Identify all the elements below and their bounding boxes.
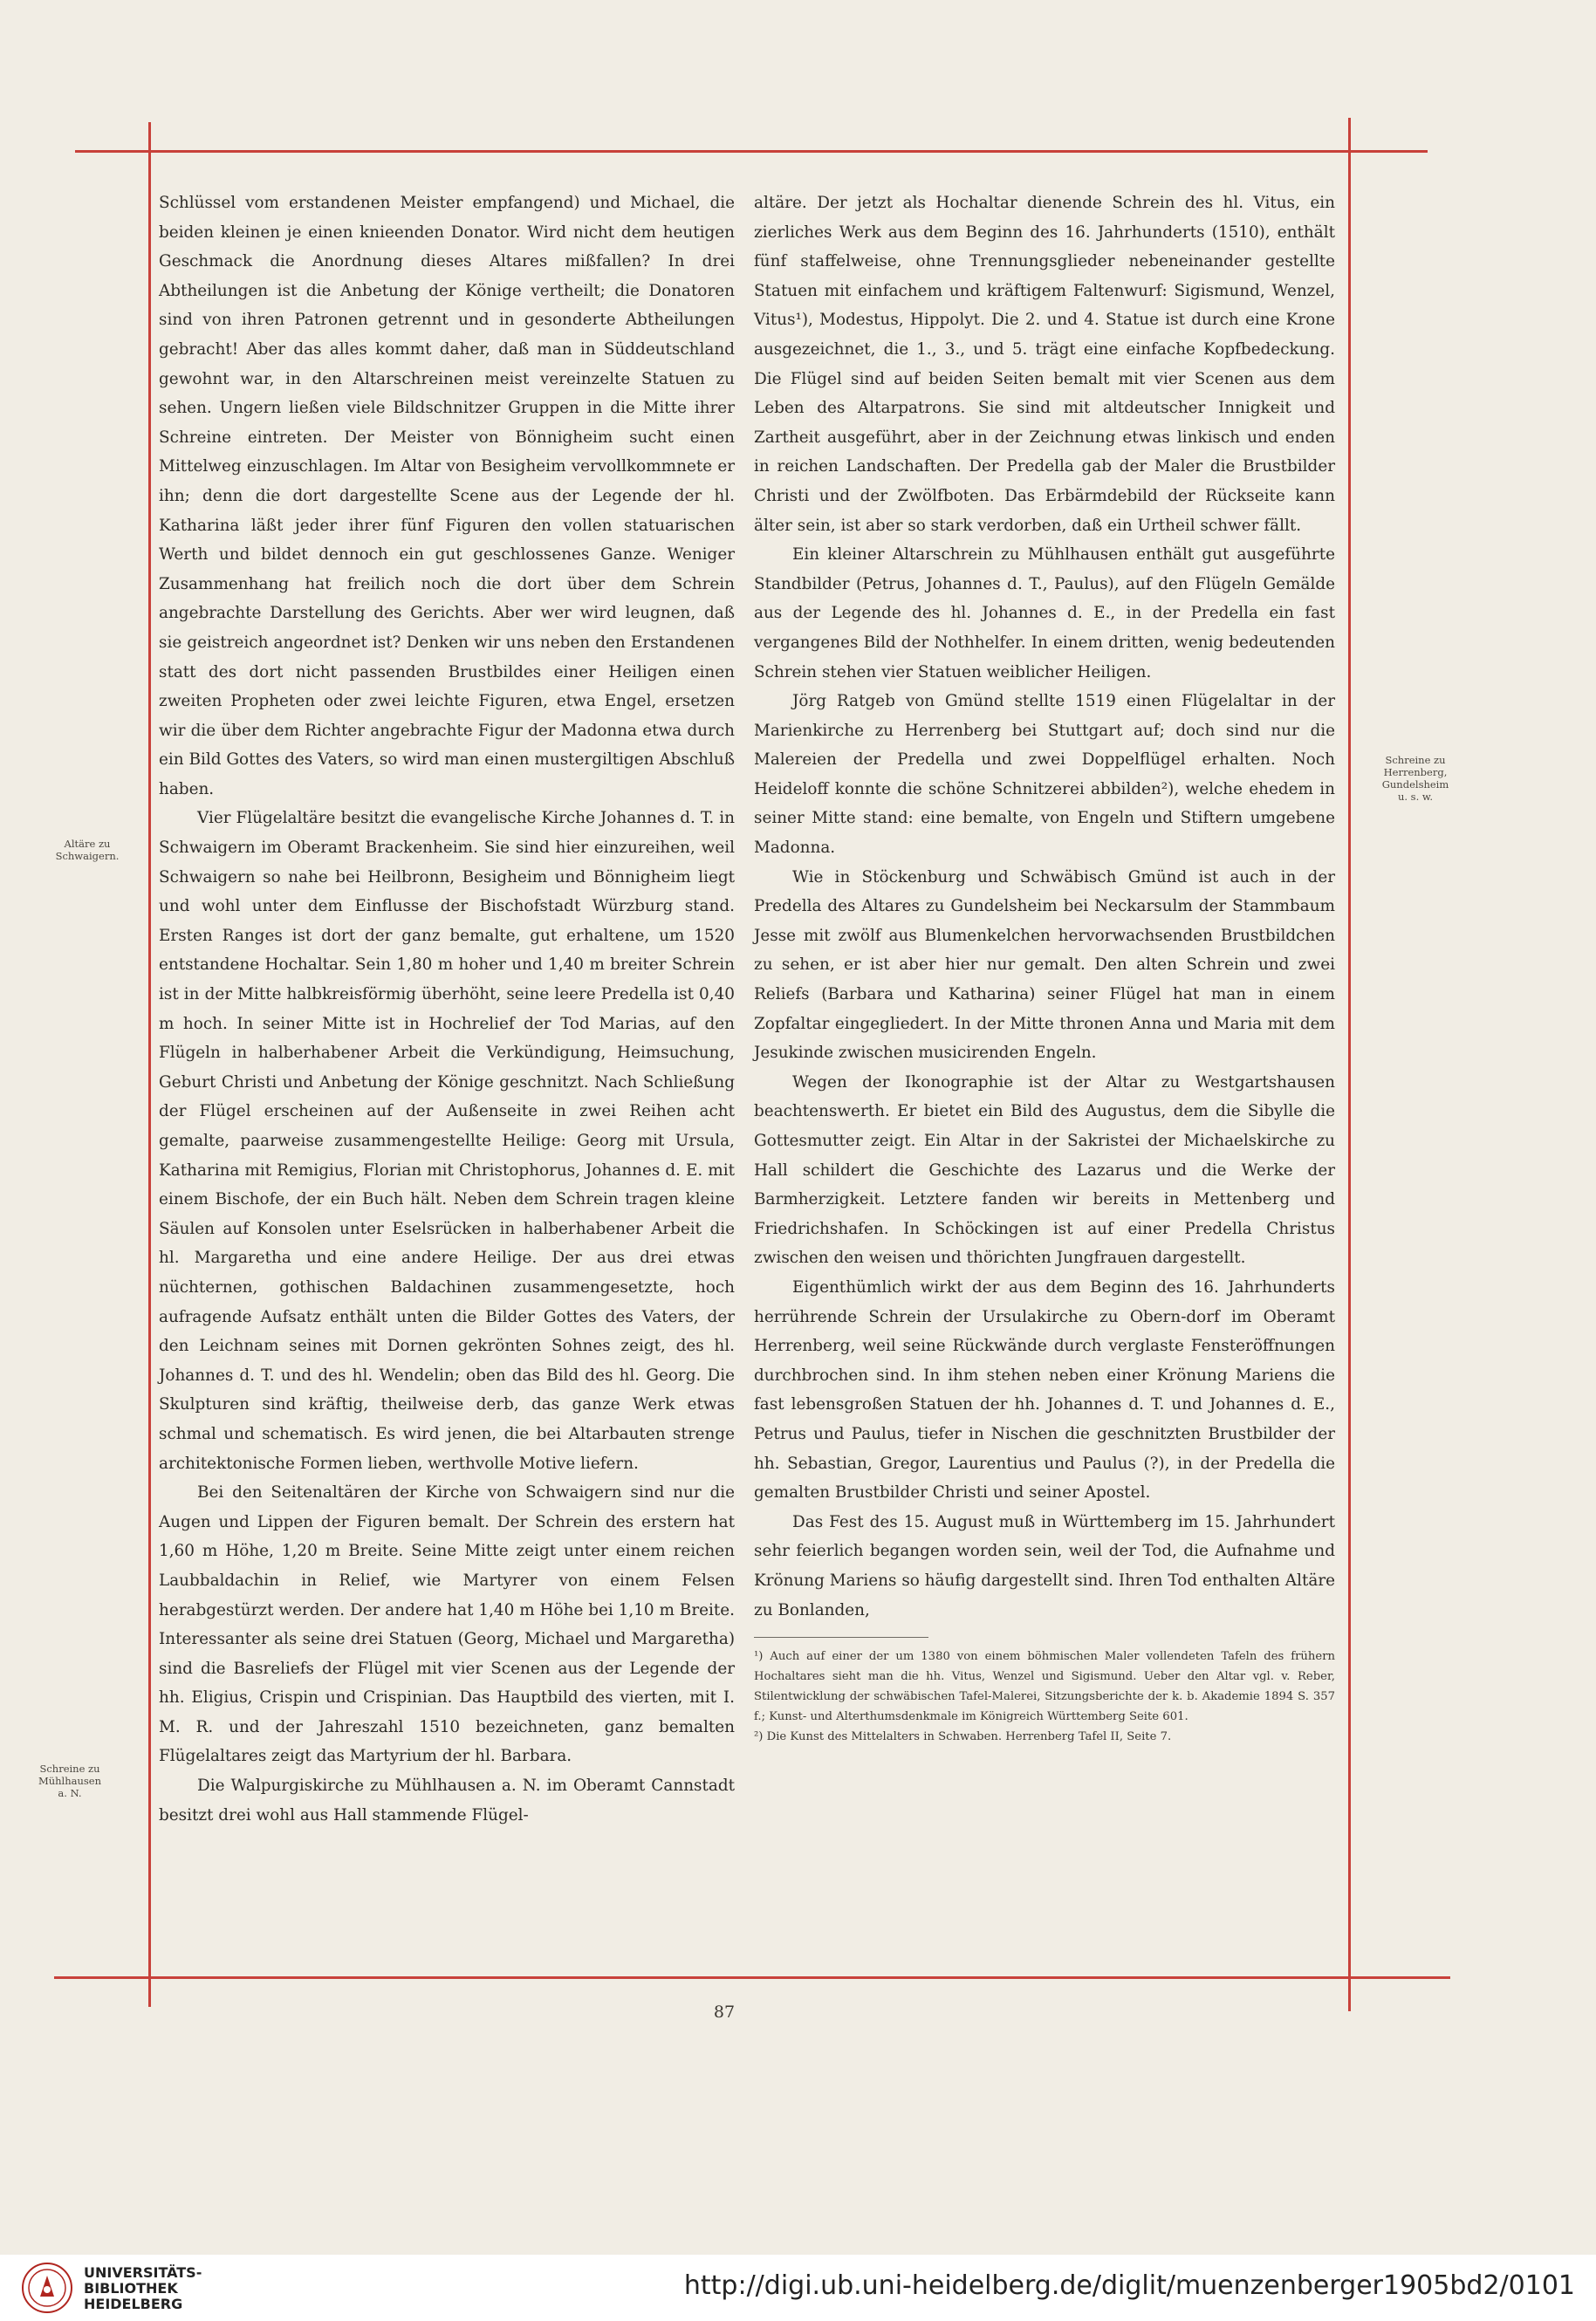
paragraph: Ein kleiner Altarschrein zu Mühlhausen enthält gut ausgeführte Standbilder (Petrus, Johannes d. T., Paulus), auf den Flügeln Gemälde aus der Legende des hl. Johannes d. E., in der Predella ein fast vergangenes Bild der Nothhelfer. In einem dritten, wenig bedeutenden Schrein stehen vier Statuen weiblicher Heiligen. xyxy=(754,545,1335,681)
margin-note-line: a. N. xyxy=(58,1787,82,1799)
margin-note-line: Gundelsheim xyxy=(1381,778,1449,791)
page-number: 87 xyxy=(713,2003,736,2022)
margin-note-schreine-herrenberg xyxy=(1363,754,1468,803)
top-rule xyxy=(75,150,1428,153)
paragraph: Das Fest des 15. August muß in Württemberg im 15. Jahrhundert sehr feierlich begangen worden sein, weil der Tod, die Aufnahme und Krönung Mariens so häufig dargestellt sind. Ihren Tod enthalten Altäre zu Bonlanden, xyxy=(754,1512,1335,1619)
library-name-line: BIBLIOTHEK xyxy=(84,2280,178,2297)
footnote: ²) Die Kunst des Mittelalters in Schwaben. Herrenberg Tafel II, Seite 7. xyxy=(754,1730,1172,1744)
paragraph: Schlüssel vom erstandenen Meister empfangend) und Michael, die beiden kleinen je einen knieenden Donator. Wird nicht dem heutigen Geschmack die Anordnung dieses Altares mißfallen? In drei Abtheilungen ist die Anbetung der Könige vertheilt; die Donatoren sind von ihren Patronen getrennt und in gesonderte Abtheilungen gebracht! Aber das alles kommt daher, daß man in Süddeutschland gewohnt war, in den Altarschreinen meist vereinzelte Statuen zu sehen. Ungern ließen viele Bildschnitzer Gruppen in die Mitte ihrer Schreine eintreten. Der Meister von Bönnigheim sucht einen Mittelweg einzuschlagen. Im Altar von Besigheim vervollkommnete er ihn; denn die dort dargestellte Scene aus der Legende der hl. Katharina läßt jeder ihrer fünf Figuren den vollen statuarischen Werth und bildet dennoch ein gut geschlossenes Ganze. Weniger Zusammenhang hat freilich noch die dort über dem Schrein angebrachte Darstellung des Gerichts. Aber wer wird leugnen, daß sie geistreich angeordnet ist? Denken wir uns neben den Erstandenen statt des dort nicht passenden Brustbildes einer Heiligen einen zweiten Propheten oder zwei leichte Figuren, etwa Engel, ersetzen wir die über dem Richter angebrachte Figur der Madonna etwa durch ein Bild Gottes des Vaters, so wird man einen mustergiltigen Abschluß haben. xyxy=(159,194,736,798)
footnotes xyxy=(754,1647,1335,1747)
footer-bar xyxy=(0,2255,1596,2321)
paragraph: Eigenthümlich wirkt der aus dem Beginn des 16. Jahrhunderts herrührende Schrein der Ursulakirche zu Obern-dorf im Oberamt Herrenberg, weil seine Rückwände durch verglaste Fensteröffnungen durchbrochen sind. In ihm stehen neben einer Krönung Mariens die fast lebensgroßen Statuen der hh. Johannes d. T. und Johannes d. E., Petrus und Paulus, tiefer in Nischen die geschnitzten Brustbilder der hh. Sebastian, Gregor, Laurentius und Paulus (?), in der Predella die gemalten Brustbilder Christi und seiner Apostel. xyxy=(754,1277,1335,1503)
paragraph: Vier Flügelaltäre besitzt die evangelische Kirche Johannes d. T. in Schwaigern im Oberamt Brackenheim. Sie sind hier einzureihen, weil Schwaigern so nahe bei Heilbronn, Besigheim und Bönnigheim liegt und wohl unter dem Einflusse der Bischofstadt Würzburg stand. Ersten Ranges ist dort der ganz bemalte, gut erhaltene, um 1520 entstandene Hochaltar. Sein 1,80 m hoher und 1,40 m breiter Schrein ist in der Mitte halbkreisförmig überhöht, seine leere Predella ist 0,40 m hoch. In seiner Mitte ist in Hochrelief der Tod Marias, auf den Flügeln in halberhabener Arbeit die Verkündigung, Heimsuchung, Geburt Christi und Anbetung der Könige geschnitzt. Nach Schließung der Flügel erscheinen auf der Außenseite in zwei Reihen acht gemalte, paarweise zusammengestellte Heilige: Georg mit Ursula, Katharina mit Remigius, Florian mit Christophorus, Johannes d. E. mit einem Bischofe, der ein Buch hält. Neben dem Schrein tragen kleine Säulen auf Konsolen unter Eselsrücken in halberhabener Arbeit die hl. Margaretha und eine andere Heilige. Der aus drei etwas nüchternen, gothischen Baldachinen zusammengesetzte, hoch aufragende Aufsatz enthält unten die Bilder Gottes des Vaters, der den Leichnam seines mit Dornen gekrönten Sohnes zeigt, des hl. Johannes d. T. und des hl. Wendelin; oben das Bild des hl. Georg. Die Skulpturen sind kräftig, theilweise derb, das ganze Werk etwas schmal und schematisch. Es wird jenen, die bei Altarbauten strenge architektonische Formen lieben, werthvolle Motive liefern. xyxy=(159,809,735,1473)
margin-note-line: Mühlhausen xyxy=(38,1775,102,1787)
library-name xyxy=(84,2265,202,2312)
bottom-rule xyxy=(54,1976,1450,1979)
margin-note-line: Schwaigern. xyxy=(55,850,120,862)
footnote: ¹) Auch auf einer der um 1380 von einem böhmischen Maler vollendeten Tafeln des frühern Hochaltares sieht man die hh. Vitus, Wenzel und Sigismund. Ueber den Altar vgl. v. Reber, Stilentwicklung der schwäbischen Tafel-Malerei, Sitzungsberichte der k. b. Akademie 1894 S. 357 f.; Kunst- und Alterthumsdenkmale im Königreich Württemberg Seite 601. xyxy=(754,1650,1335,1724)
left-rule xyxy=(148,122,151,2007)
margin-note-altaere-schwaigern xyxy=(35,838,140,862)
right-text-column xyxy=(754,188,1335,1747)
margin-note-line: Schreine zu xyxy=(39,1763,100,1775)
paragraph: Jörg Ratgeb von Gmünd stellte 1519 einen Flügelaltar in der Marienkirche zu Herrenberg bei Stuttgart auf; doch sind nur die Malereien der Predella und zwei Doppelflügel erhalten. Noch Heideloff konnte die schöne Schnitzerei abbilden²), welche ehedem in seiner Mitte stand: eine bemalte, von Engeln und Stiftern umgebene Madonna. xyxy=(754,692,1335,858)
paragraph: Bei den Seitenaltären der Kirche von Schwaigern sind nur die Augen und Lippen der Figuren bemalt. Der Schrein des erstern hat 1,60 m Höhe, 1,20 m Breite. Seine Mitte zeigt unter einem reichen Laubbaldachin in Relief, wie Martyrer von einem Felsen herabgestürzt werden. Der andere hat 1,40 m Höhe bei 1,10 m Breite. Interessanter als seine drei Statuen (Georg, Michael und Margaretha) sind die Basreliefs der Flügel mit vier Scenen aus der Legende der hh. Eligius, Crispin und Crispinian. Das Hauptbild des vierten, mit I. M. R. und der Jahreszahl 1510 bezeichneten, ganz bemalten Flügelaltares zeigt das Martyrium der hl. Barbara. xyxy=(159,1483,735,1766)
library-name-line: HEIDELBERG xyxy=(84,2296,183,2312)
margin-note-line: u. s. w. xyxy=(1397,791,1434,803)
paragraph: Wie in Stöckenburg und Schwäbisch Gmünd ist auch in der Predella des Altares zu Gundelsheim bei Neckarsulm der Stammbaum Jesse mit zwölf aus Blumenkelchen hervorwachsenden Brustbildchen zu sehen, er ist aber hier nur gemalt. Den alten Schrein und zwei Reliefs (Barbara und Katharina) seiner Flügel hat man in einem Zopfaltar eingegliedert. In der Mitte thronen Anna und Maria mit dem Jesukinde zwischen musicirenden Engeln. xyxy=(754,867,1335,1063)
footnote-divider xyxy=(754,1637,928,1638)
margin-note-schreine-muehlhausen xyxy=(17,1763,122,1799)
right-rule xyxy=(1348,118,1351,2011)
margin-note-line: Herrenberg, xyxy=(1383,766,1448,778)
margin-note-line: Altäre zu xyxy=(64,838,111,850)
university-seal-icon xyxy=(21,2262,73,2314)
margin-note-line: Schreine zu xyxy=(1385,754,1446,766)
right-paragraphs xyxy=(754,188,1335,1625)
paragraph: altäre. Der jetzt als Hochaltar dienende Schrein des hl. Vitus, ein zierliches Werk aus dem Beginn des 16. Jahrhunderts (1510), enthält fünf staffelweise, ohne Trennungsglieder nebeneinander gestellte Statuen mit einfachem und kräftigem Faltenwurf: Sigismund, Wenzel, Vitus¹), Modestus, Hippolyt. Die 2. und 4. Statue ist durch eine Krone ausgezeichnet, die 1., 3., und 5. trägt eine einfache Kopfbedeckung. Die Flügel sind auf beiden Seiten bemalt mit vier Scenen aus dem Leben des Altarpatrons. Sie sind mit altdeutscher Innigkeit und Zartheit ausgeführt, aber in der Zeichnung etwas linkisch und enden in reichen Landschaften. Der Predella gab der Maler die Brustbilder Christi und der Zwölfboten. Das Erbärmdebild der Rückseite kann älter sein, ist aber so stark verdorben, daß ein Urtheil schwer fällt. xyxy=(754,194,1335,535)
paragraph: Wegen der Ikonographie ist der Altar zu Westgartshausen beachtenswerth. Er bietet ein Bild des Augustus, dem die Sibylle die Gottesmutter zeigt. Ein Altar in der Sakristei der Michaelskirche zu Hall schildert die Geschichte des Lazarus und die Werke der Barmherzigkeit. Letztere fanden wir bereits in Mettenberg und Friedrichshafen. In Schöckingen ist auf einer Predella Christus zwischen den weisen und thörichten Jungfrauen dargestellt. xyxy=(754,1072,1335,1268)
library-name-line: UNIVERSITÄTS- xyxy=(84,2264,202,2281)
paragraph: Die Walpurgiskirche zu Mühlhausen a. N. im Oberamt Cannstadt besitzt drei wohl aus Hall stammende Flügel- xyxy=(159,1777,735,1825)
source-url-link[interactable]: http://digi.ub.uni-heidelberg.de/diglit/muenzenberger1905bd2/0101 xyxy=(683,2270,1575,2301)
left-text-column xyxy=(159,188,735,1830)
